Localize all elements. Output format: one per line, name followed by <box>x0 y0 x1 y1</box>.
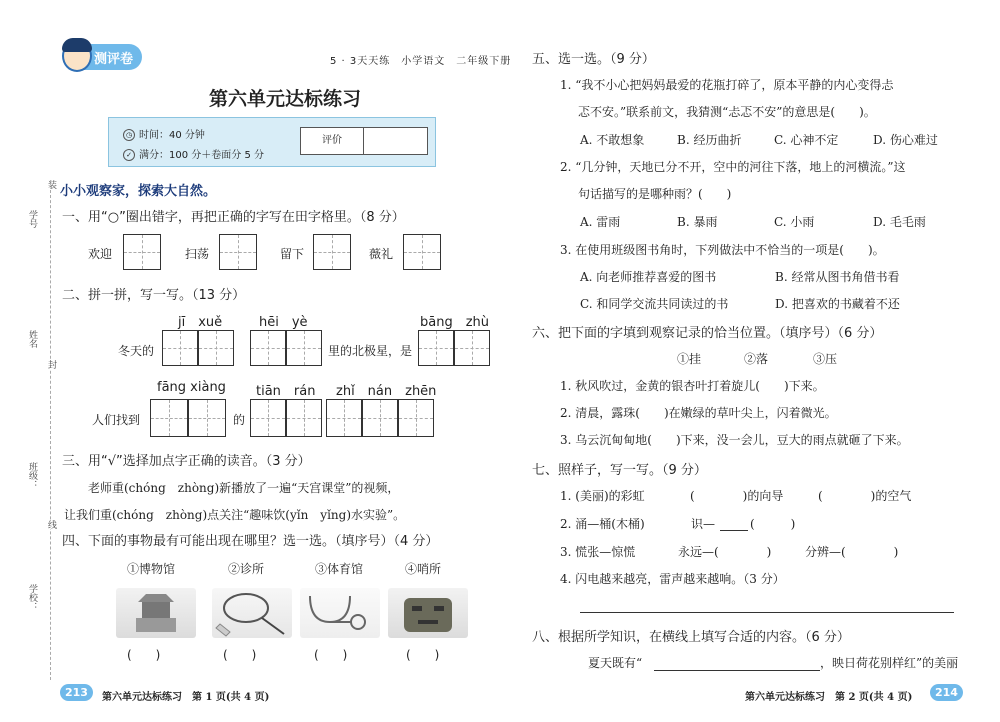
q6-line-3[interactable]: 3. 乌云沉甸甸地( )下来，没一会儿，豆大的雨点就砸了下来。 <box>560 433 909 447</box>
q5-s1-option-b[interactable]: B. 经历曲折 <box>677 133 742 147</box>
answer-paren[interactable]: ( ) <box>127 648 161 662</box>
q8-text-b: ，映日荷花别样红”的美丽 <box>820 656 959 670</box>
q5-s2-option-c[interactable]: C. 小雨 <box>774 215 815 229</box>
q5-s3-option-c[interactable]: C. 和同学交流共同读过的书 <box>580 297 729 311</box>
q5-s1-option-d[interactable]: D. 伤心难过 <box>873 133 938 147</box>
tianzige-box[interactable] <box>250 399 286 437</box>
q7-2c[interactable]: ( ) <box>750 517 796 531</box>
tianzige-box[interactable] <box>398 399 434 437</box>
footer-right: 第六单元达标练习 第 2 页(共 4 页) <box>745 692 913 703</box>
bronze-mask-image <box>388 588 468 638</box>
monument-icon <box>116 588 196 638</box>
q4-title: 四、下面的事物最有可能出现在哪里？选一选。（填序号）（4 分） <box>62 534 439 549</box>
q5-s3-option-a[interactable]: A. 向老师推荐喜爱的图书 <box>580 270 717 284</box>
q5-s1-option-c[interactable]: C. 心神不定 <box>774 133 839 147</box>
q5-title: 五、选一选。（9 分） <box>532 52 655 67</box>
q7-title: 七、照样子，写一写。（9 分） <box>532 463 707 478</box>
q5-s2-line-2[interactable]: 句话描写的是哪种雨？( ) <box>578 187 732 201</box>
tianzige-box[interactable] <box>219 234 257 270</box>
bronze-mask-icon <box>388 588 468 638</box>
page-title: 第六单元达标练习 <box>208 88 361 110</box>
pinyin-1: jī xuě <box>178 315 223 330</box>
q3-line-2[interactable]: 让我们重(chóng zhòng)点关注“趣味饮(yǐn yǐng)水实验”。 <box>64 508 406 522</box>
pinyin-3: bāng zhù <box>420 315 490 330</box>
answer-paren[interactable]: ( ) <box>406 648 440 662</box>
q4-option-3: ③体育馆 <box>315 562 364 576</box>
theme-heading: 小小观察家，探索大自然。 <box>60 184 217 199</box>
q7-4: 4. 闪电越来越亮，雷声越来越响。（3 分） <box>560 572 785 586</box>
q6-char-3: ③压 <box>813 352 838 366</box>
q5-s2-option-b[interactable]: B. 暴雨 <box>677 215 718 229</box>
tianzige-box[interactable] <box>162 330 198 366</box>
tianzige-box[interactable] <box>362 399 398 437</box>
pinyin-6: zhǐ nán zhēn <box>336 384 437 399</box>
q4-option-1: ①博物馆 <box>127 562 176 576</box>
tianzige-box[interactable] <box>198 330 234 366</box>
tianzige-box[interactable] <box>123 234 161 270</box>
q1-word-1: 欢迎 <box>88 247 113 261</box>
q8-text-a: 夏天既有“ <box>588 656 643 670</box>
time-label: 时间：40 分钟 <box>139 130 205 141</box>
q6-char-1: ①挂 <box>677 352 702 366</box>
check-icon: ✓ <box>123 149 135 161</box>
q2-text-1: 冬天的 <box>118 344 155 358</box>
q2-text-3: 人们找到 <box>92 413 141 427</box>
q1-word-3: 留下 <box>280 247 305 261</box>
q7-3a: 3. 慌张—惊慌 <box>560 545 636 559</box>
xingming-label: 姓名 <box>27 330 37 348</box>
evaluation-label: 评价 <box>301 128 364 154</box>
badminton-racket-icon <box>212 588 292 638</box>
score-label: 满分：100 分＋卷面分 5 分 <box>139 150 264 161</box>
q5-s1-line-2[interactable]: 忑不安。”联系前文，我猜测“忐忑不安”的意思是( )。 <box>578 105 876 119</box>
stethoscope-icon <box>300 588 380 638</box>
q6-line-2[interactable]: 2. 清晨，露珠( )在嫩绿的草叶尖上，闪着微光。 <box>560 406 837 420</box>
q6-char-2: ②落 <box>744 352 769 366</box>
q5-s3-line[interactable]: 3. 在使用班级图书角时，下列做法中不恰当的一项是( )。 <box>560 243 885 257</box>
monument-image <box>116 588 196 638</box>
answer-paren[interactable]: ( ) <box>223 648 257 662</box>
stethoscope-image <box>300 588 380 638</box>
q1-word-2: 扫荡 <box>185 247 210 261</box>
q7-2b: 识— <box>691 517 716 531</box>
tianzige-box[interactable] <box>286 399 322 437</box>
q7-1c[interactable]: ( )的空气 <box>818 489 912 503</box>
feng-label: 封 <box>46 360 56 369</box>
evaluation-box[interactable] <box>300 127 428 155</box>
series-label: 5 · 3天天练 小学语文 二年级下册 <box>330 56 512 67</box>
q8-blank[interactable] <box>654 670 820 671</box>
q8-title: 八、根据所学知识，在横线上填写合适的内容。（6 分） <box>532 630 850 645</box>
pinyin-2: hēi yè <box>259 315 308 330</box>
tianzige-box[interactable] <box>403 234 441 270</box>
q3-title: 三、用“√”选择加点字正确的读音。（3 分） <box>62 454 311 469</box>
q2-title: 二、拼一拼，写一写。（13 分） <box>62 288 246 303</box>
time-info <box>123 126 205 141</box>
tianzige-box[interactable] <box>418 330 454 366</box>
page-number-right: 214 <box>930 684 963 701</box>
q5-s2-option-d[interactable]: D. 毛毛雨 <box>873 215 926 229</box>
mascot-icon <box>62 40 92 72</box>
q2-text-4: 的 <box>233 413 246 427</box>
q4-option-4: ④哨所 <box>405 562 442 576</box>
page-number-left: 213 <box>60 684 93 701</box>
q7-2-blank[interactable] <box>720 530 748 531</box>
q1-title: 一、用“○”圈出错字，再把正确的字写在田字格里。（8 分） <box>62 210 405 225</box>
tianzige-box[interactable] <box>250 330 286 366</box>
xuehao-label: 学号 <box>27 210 37 228</box>
q6-title: 六、把下面的字填到观察记录的恰当位置。（填序号）（6 分） <box>532 326 883 341</box>
badge-label: 测评卷 <box>94 52 134 67</box>
q5-s2-line-1: 2. “几分钟，天地已分不开，空中的河往下落，地上的河横流。”这 <box>560 160 906 174</box>
tianzige-box[interactable] <box>454 330 490 366</box>
q6-line-1[interactable]: 1. 秋风吹过，金黄的银杏叶打着旋儿( )下来。 <box>560 379 825 393</box>
q5-s3-option-d[interactable]: D. 把喜欢的书藏着不还 <box>775 297 900 311</box>
tianzige-box[interactable] <box>188 399 226 437</box>
q5-s2-option-a[interactable]: A. 雷雨 <box>580 215 621 229</box>
badminton-image <box>212 588 292 638</box>
q3-line-1[interactable]: 老师重(chóng zhòng)新播放了一遍“天宫课堂”的视频， <box>88 481 400 495</box>
pinyin-5: tiān rán <box>256 384 316 399</box>
tianzige-box[interactable] <box>150 399 188 437</box>
clock-icon: ◷ <box>123 129 135 141</box>
pinyin-4: fāng xiàng <box>157 380 226 395</box>
q7-4-answer-line[interactable] <box>580 612 954 613</box>
tianzige-box[interactable] <box>326 399 362 437</box>
xuexiao-label: 学校： <box>27 584 37 611</box>
binding-line <box>50 180 51 680</box>
footer-left: 第六单元达标练习 第 1 页(共 4 页) <box>102 692 270 703</box>
q7-3b[interactable]: 永远—( ) <box>678 545 772 559</box>
q5-s3-option-b[interactable]: B. 经常从图书角借书看 <box>775 270 900 284</box>
tianzige-box[interactable] <box>313 234 351 270</box>
q7-2a: 2. 涌—桶(木桶) <box>560 517 645 531</box>
banji-label: 班级： <box>27 462 37 489</box>
zhuang-label: 装 <box>46 180 56 189</box>
q2-text-2: 里的北极星，是 <box>328 344 413 358</box>
answer-paren[interactable]: ( ) <box>314 648 348 662</box>
score-info <box>123 146 264 161</box>
q1-word-4: 薇礼 <box>369 247 394 261</box>
q7-3c[interactable]: 分辨—( ) <box>805 545 899 559</box>
xian-label: 线 <box>46 520 56 529</box>
q7-1b[interactable]: ( )的向导 <box>690 489 784 503</box>
q4-option-2: ②诊所 <box>228 562 265 576</box>
q7-1a: 1. (美丽)的彩虹 <box>560 489 645 503</box>
tianzige-box[interactable] <box>286 330 322 366</box>
q5-s1-line-1: 1. “我不小心把妈妈最爱的花瓶打碎了，原本平静的内心变得忐 <box>560 78 894 92</box>
q5-s1-option-a[interactable]: A. 不敢想象 <box>580 133 645 147</box>
